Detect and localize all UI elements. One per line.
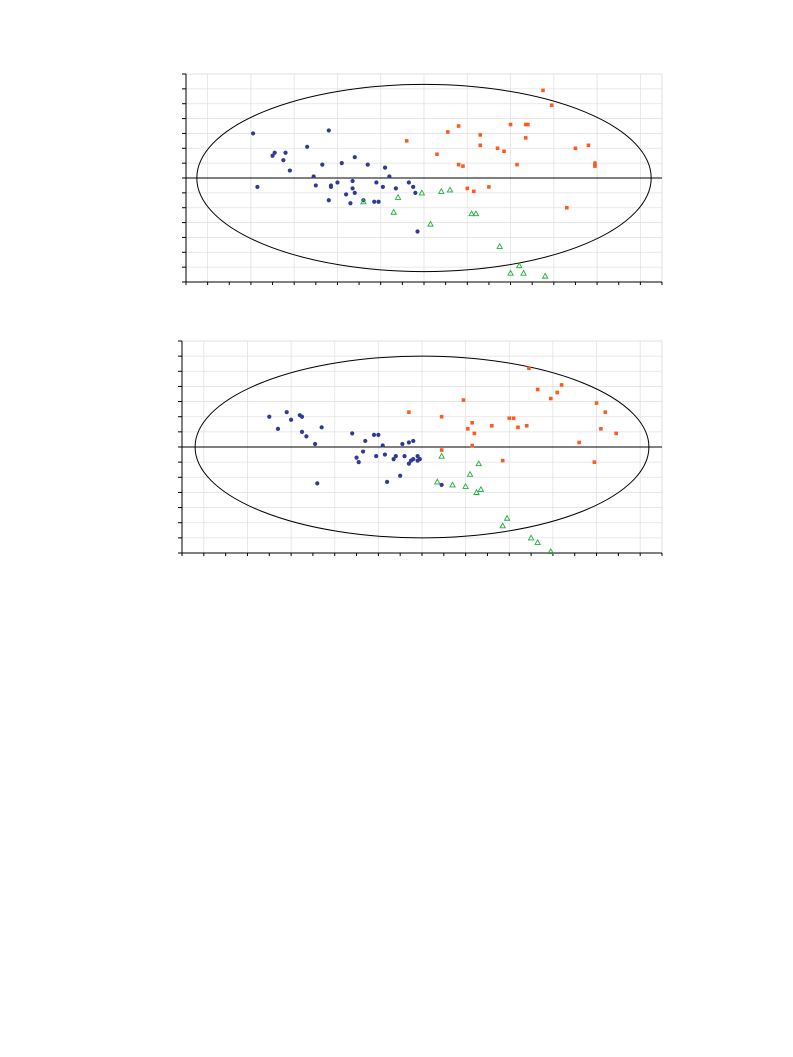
point-circle — [361, 449, 365, 453]
point-triangle — [428, 221, 433, 226]
point-square — [466, 427, 470, 431]
point-circle — [374, 180, 378, 184]
point-square — [470, 444, 474, 448]
point-square — [462, 398, 466, 402]
point-circle — [289, 418, 293, 422]
point-square — [473, 432, 477, 436]
point-circle — [366, 163, 370, 167]
point-circle — [387, 174, 391, 178]
point-circle — [335, 180, 339, 184]
point-square — [593, 161, 597, 165]
point-circle — [394, 454, 398, 458]
point-square — [524, 136, 528, 140]
point-triangle — [535, 540, 540, 545]
point-circle — [376, 433, 380, 437]
point-square — [509, 123, 513, 127]
point-circle — [340, 161, 344, 165]
point-square — [593, 460, 597, 464]
point-square — [599, 427, 603, 431]
point-triangle — [478, 487, 483, 492]
point-circle — [351, 179, 355, 183]
point-circle — [348, 201, 352, 205]
point-square — [603, 410, 607, 414]
point-circle — [381, 443, 385, 447]
point-square — [478, 133, 482, 137]
point-square — [577, 441, 581, 445]
point-circle — [276, 427, 280, 431]
series-circle — [251, 128, 420, 233]
point-circle — [353, 155, 357, 159]
point-circle — [283, 151, 287, 155]
point-square — [487, 185, 491, 189]
point-square — [512, 416, 516, 420]
point-circle — [313, 442, 317, 446]
point-circle — [385, 480, 389, 484]
point-circle — [415, 229, 419, 233]
point-circle — [300, 415, 304, 419]
point-circle — [304, 434, 308, 438]
point-square — [527, 366, 531, 370]
point-square — [407, 410, 411, 414]
series-circle — [267, 410, 444, 487]
series-triangle — [435, 453, 554, 553]
point-square — [541, 89, 545, 93]
point-circle — [327, 128, 331, 132]
point-square — [595, 401, 599, 405]
point-circle — [413, 191, 417, 195]
point-triangle — [497, 244, 502, 249]
point-circle — [273, 151, 277, 155]
point-square — [457, 124, 461, 128]
point-circle — [372, 200, 376, 204]
scatter-chart-bottom — [172, 335, 668, 567]
point-circle — [329, 185, 333, 189]
point-circle — [440, 483, 444, 487]
point-circle — [407, 180, 411, 184]
point-triangle — [391, 210, 396, 215]
series-triangle — [361, 187, 548, 278]
point-triangle — [395, 195, 400, 200]
point-circle — [398, 474, 402, 478]
point-square — [549, 397, 553, 401]
point-square — [536, 388, 540, 392]
point-circle — [354, 456, 358, 460]
point-circle — [255, 185, 259, 189]
point-circle — [407, 440, 411, 444]
point-square — [550, 103, 554, 107]
point-square — [472, 190, 476, 194]
point-circle — [416, 459, 420, 463]
point-circle — [411, 457, 415, 461]
point-circle — [288, 168, 292, 172]
point-circle — [305, 145, 309, 149]
point-square — [465, 187, 469, 191]
point-circle — [251, 131, 255, 135]
point-circle — [344, 192, 348, 196]
point-circle — [353, 191, 357, 195]
point-triangle — [467, 472, 472, 477]
point-square — [457, 163, 461, 167]
point-circle — [312, 174, 316, 178]
point-square — [502, 149, 506, 153]
point-circle — [411, 185, 415, 189]
point-square — [516, 426, 520, 430]
point-square — [461, 164, 465, 168]
point-triangle — [473, 211, 478, 216]
point-circle — [383, 452, 387, 456]
point-circle — [314, 183, 318, 187]
point-circle — [402, 454, 406, 458]
point-square — [560, 383, 564, 387]
point-square — [555, 391, 559, 395]
point-circle — [400, 442, 404, 446]
point-triangle — [500, 523, 505, 528]
point-circle — [285, 410, 289, 414]
point-triangle — [439, 453, 444, 458]
point-circle — [376, 200, 380, 204]
point-square — [507, 416, 511, 420]
point-square — [614, 432, 618, 436]
point-circle — [383, 166, 387, 170]
point-square — [440, 448, 444, 452]
point-square — [478, 144, 482, 148]
point-square — [490, 424, 494, 428]
point-circle — [300, 430, 304, 434]
score-plot-bottom — [172, 335, 668, 567]
point-circle — [374, 454, 378, 458]
point-circle — [320, 163, 324, 167]
score-plot-top — [176, 68, 668, 296]
point-square — [440, 415, 444, 419]
point-circle — [315, 481, 319, 485]
point-circle — [411, 439, 415, 443]
point-square — [574, 146, 578, 150]
point-circle — [381, 185, 385, 189]
point-square — [446, 130, 450, 134]
point-square — [526, 123, 530, 127]
series-square — [407, 366, 618, 463]
point-triangle — [435, 479, 440, 484]
point-circle — [394, 186, 398, 190]
point-square — [515, 163, 519, 167]
point-circle — [281, 158, 285, 162]
point-circle — [320, 425, 324, 429]
point-square — [587, 144, 591, 148]
point-triangle — [543, 273, 548, 278]
point-square — [470, 421, 474, 425]
scatter-chart-top — [176, 68, 668, 296]
point-circle — [267, 415, 271, 419]
point-circle — [372, 433, 376, 437]
point-square — [405, 139, 409, 143]
point-square — [435, 152, 439, 156]
point-circle — [327, 198, 331, 202]
point-circle — [363, 439, 367, 443]
point-triangle — [447, 187, 452, 192]
point-triangle — [450, 482, 455, 487]
point-square — [525, 424, 529, 428]
point-triangle — [521, 270, 526, 275]
point-square — [501, 459, 505, 463]
point-circle — [357, 460, 361, 464]
point-square — [496, 146, 500, 150]
point-circle — [351, 186, 355, 190]
point-circle — [350, 431, 354, 435]
point-square — [565, 206, 569, 210]
series-square — [405, 89, 597, 210]
